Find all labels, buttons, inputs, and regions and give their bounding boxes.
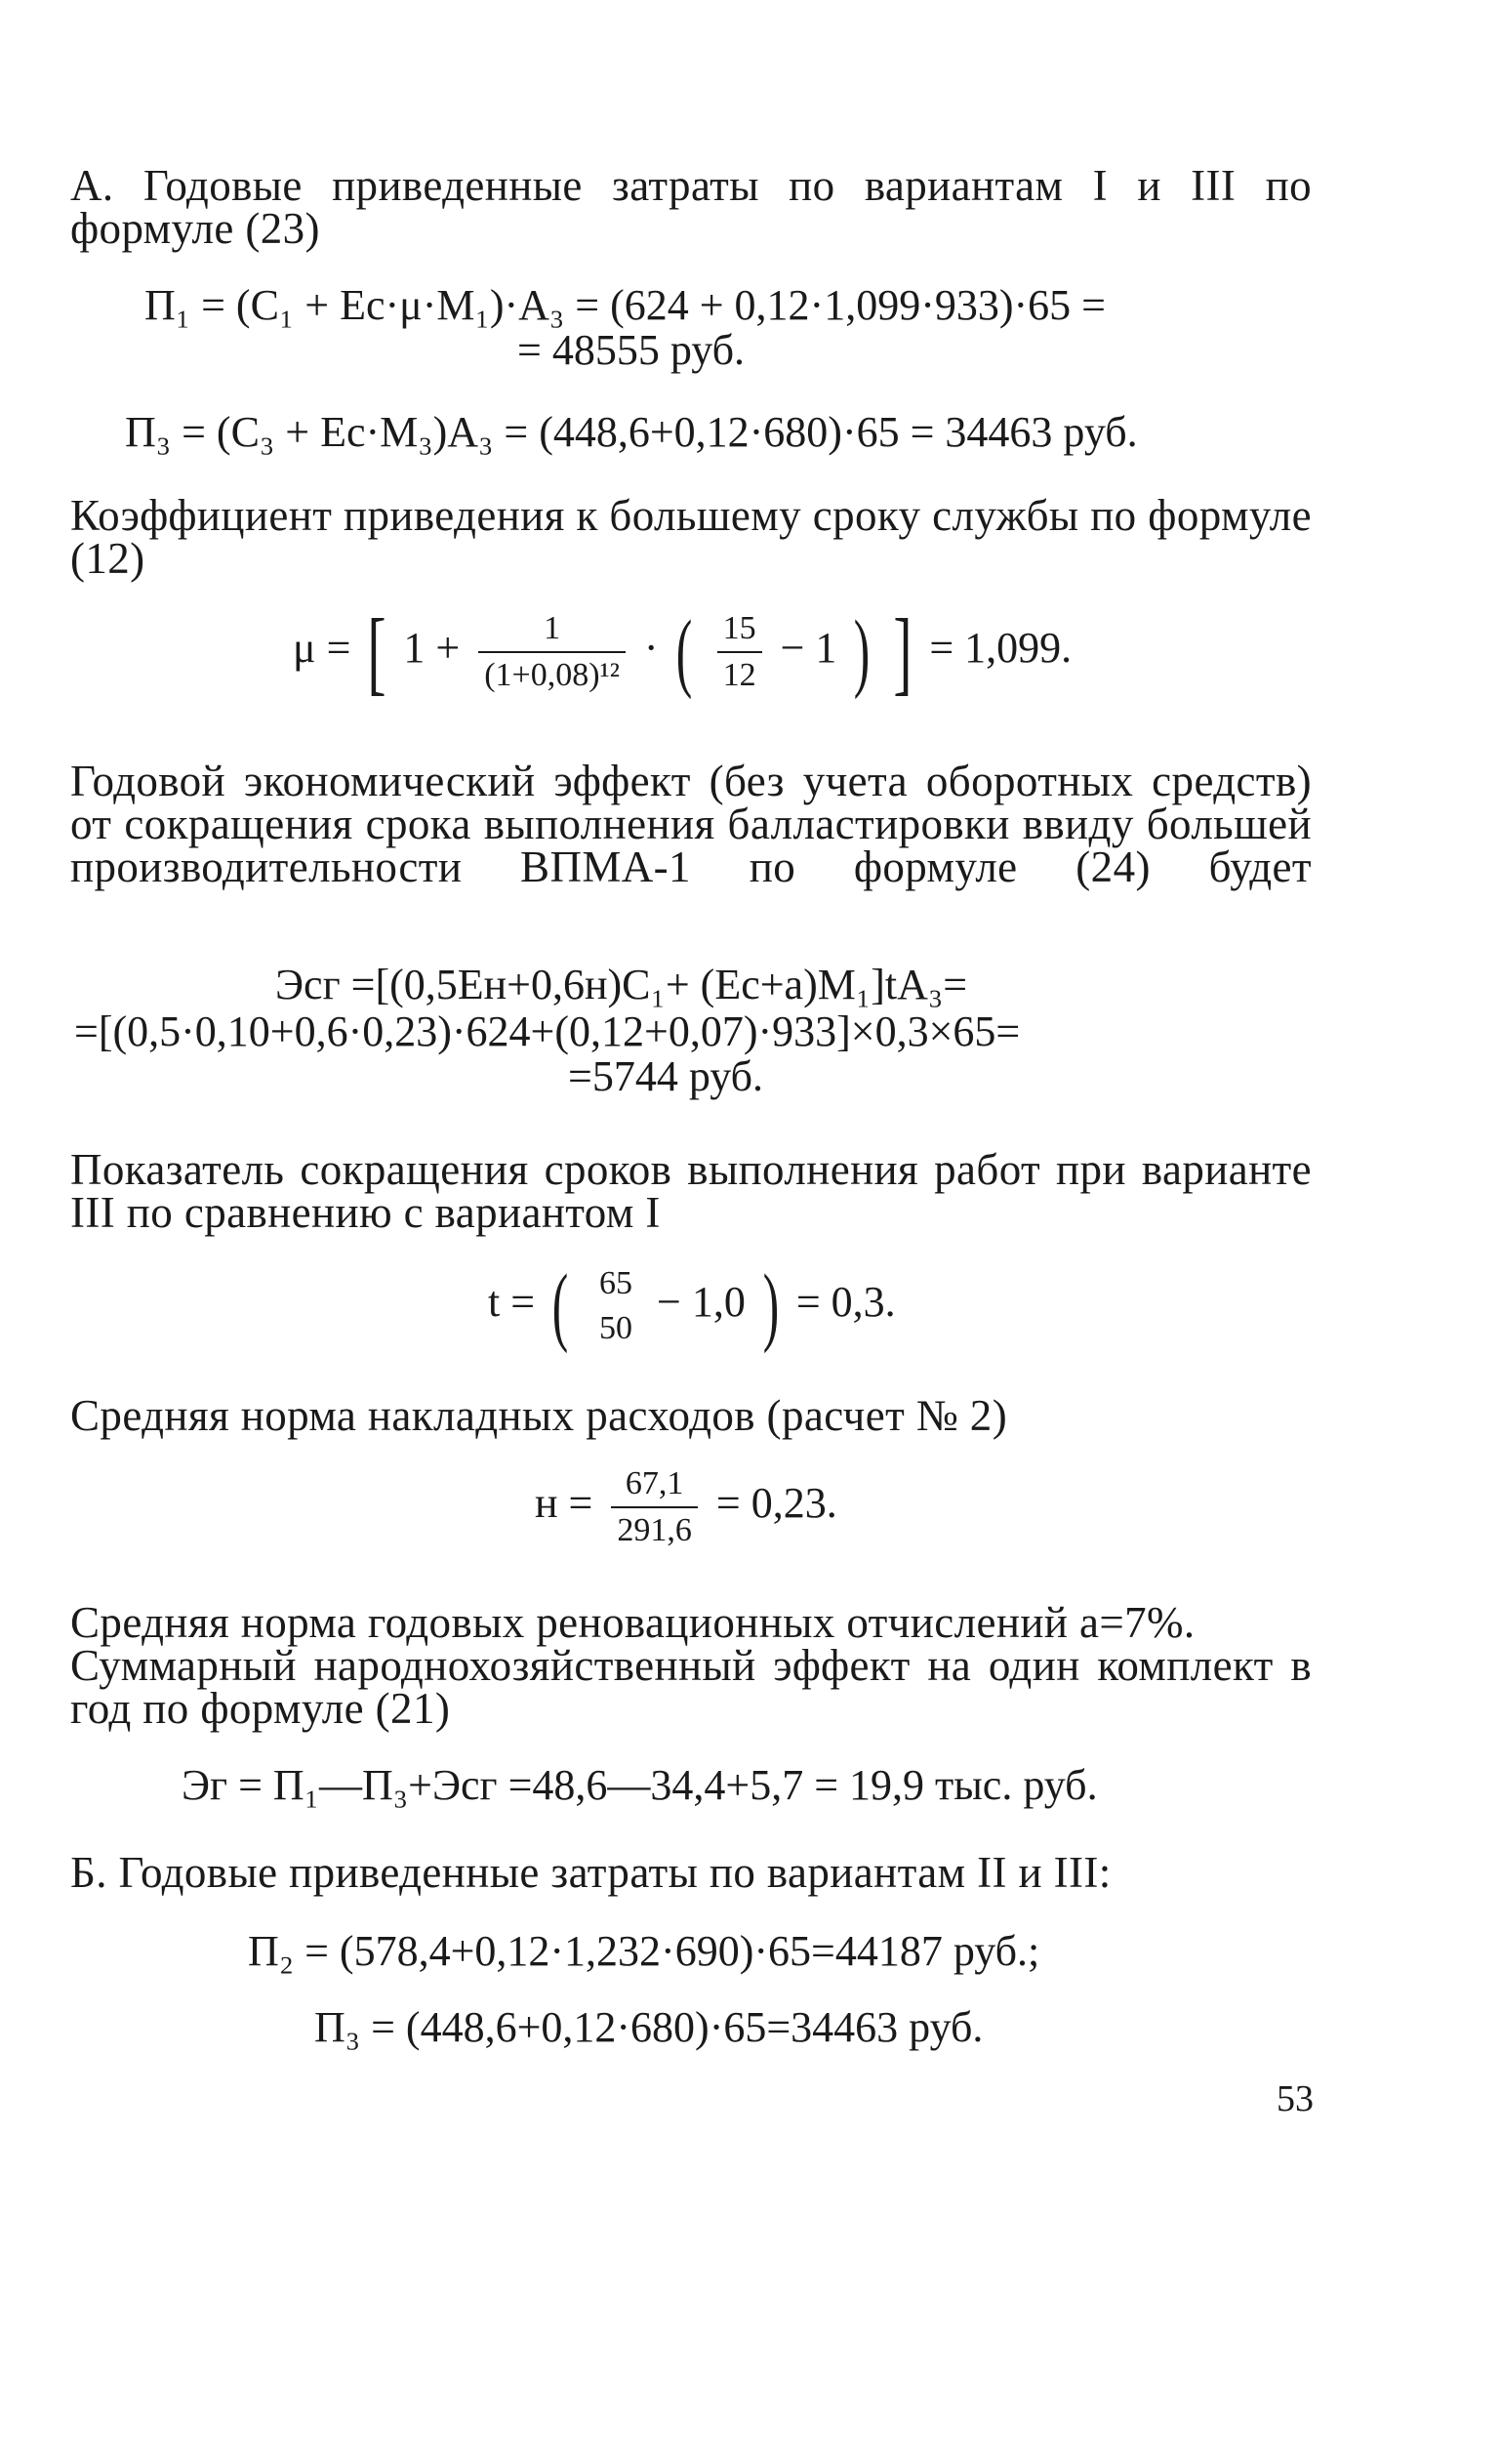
mu-one: 1 + [403, 624, 461, 672]
mu-rhs: = 1,099. [929, 624, 1073, 672]
n-fraction-denominator: 291,6 [617, 1511, 692, 1548]
formula-t [488, 1256, 896, 1354]
n-lhs: н = [535, 1479, 593, 1527]
n-fraction [611, 1465, 698, 1549]
paragraph-coefficient: Коэффициент приведения к большему сроку службы по формуле (12) [70, 491, 1312, 583]
mu-dot: · [643, 624, 659, 672]
formula-effect-line1: Эсг =[(0,5Ен+0,6н)С₁+ (Ес+a)М₁]tА₃= [275, 961, 968, 1008]
formula-p3-second: П₃ = (448,6+0,12·680)·65=34463 руб. [314, 2003, 984, 2051]
formula-p3: П₃ = (С₃ + Ес·М₃)А₃ = (448,6+0,12·680)·65 = 34463 руб. [125, 408, 1138, 456]
t-rhs: = 0,3. [795, 1278, 896, 1326]
page-number: 53 [1277, 2078, 1314, 2119]
mu-ratio-denominator: 12 [722, 656, 756, 693]
paragraph-total-effect: Суммарный народнохозяйственный эффект на один комплект в год по формуле (21) [70, 1641, 1312, 1733]
mu-lhs: μ = [293, 624, 351, 672]
paren-close-icon: ) [854, 602, 871, 700]
t-minus: − 1,0 [657, 1278, 746, 1326]
mu-fraction-numerator: 1 [478, 610, 626, 653]
paragraph-effect: Годовой экономический эффект (без учета оборотных средств) от сокращения срока выполнения балластировки ввиду большей производительности ВПМА-1 по формуле (24) будет [70, 757, 1312, 891]
bracket-close-icon: ] [893, 598, 913, 704]
paragraph-variants-2-3: Б. Годовые приведенные затраты по вариантам II и III: [70, 1848, 1112, 1897]
n-rhs: = 0,23. [715, 1479, 837, 1527]
bracket-open-icon: [ [367, 598, 386, 704]
formula-p1-line1: П₁ = (С₁ + Ес·μ·М₁)·А₃ = (624 + 0,12·1,099·933)·65 = [144, 281, 1106, 329]
n-fraction-numerator: 67,1 [611, 1465, 698, 1508]
formula-effect-line3: =5744 руб. [568, 1052, 764, 1100]
formula-eg: Эг = П₁—П₃+Эсг =48,6—34,4+5,7 = 19,9 тыс. руб. [182, 1761, 1098, 1809]
paren-close-icon: ) [762, 1256, 780, 1354]
formula-effect-line2: =[(0,5·0,10+0,6·0,23)·624+(0,12+0,07)·933]×0,3×65= [74, 1007, 1021, 1055]
formula-p1-line2: = 48555 руб. [517, 326, 746, 374]
paragraph-variants-1-3: А. Годовые приведенные затраты по вариантам I и III по формуле (23) [70, 161, 1312, 253]
paragraph-indicator: Показатель сокращения сроков выполнения работ при варианте III по сравнению с вариантом I [70, 1145, 1312, 1237]
t-fraction-denominator: 50 [599, 1309, 633, 1346]
t-fraction-numerator: 65 [599, 1264, 633, 1301]
mu-ratio-fraction [717, 610, 762, 694]
mu-fraction [478, 610, 626, 694]
formula-p2: П₂ = (578,4+0,12·1,232·690)·65=44187 руб.; [248, 1927, 1040, 1975]
t-lhs: t = [488, 1278, 536, 1326]
paragraph-renovation: Средняя норма годовых реновационных отчислений a=7%. [70, 1598, 1196, 1647]
formula-n [535, 1464, 837, 1549]
paren-open-icon: ( [551, 1256, 569, 1354]
t-fraction [593, 1265, 638, 1347]
mu-fraction-denominator: (1+0,08)¹² [484, 656, 620, 693]
paren-open-icon: ( [675, 602, 692, 700]
mu-minus-one: − 1 [780, 624, 837, 672]
mu-ratio-numerator: 15 [717, 610, 762, 653]
formula-mu [293, 598, 1073, 704]
paragraph-overhead: Средняя норма накладных расходов (расчет № 2) [70, 1391, 1008, 1440]
